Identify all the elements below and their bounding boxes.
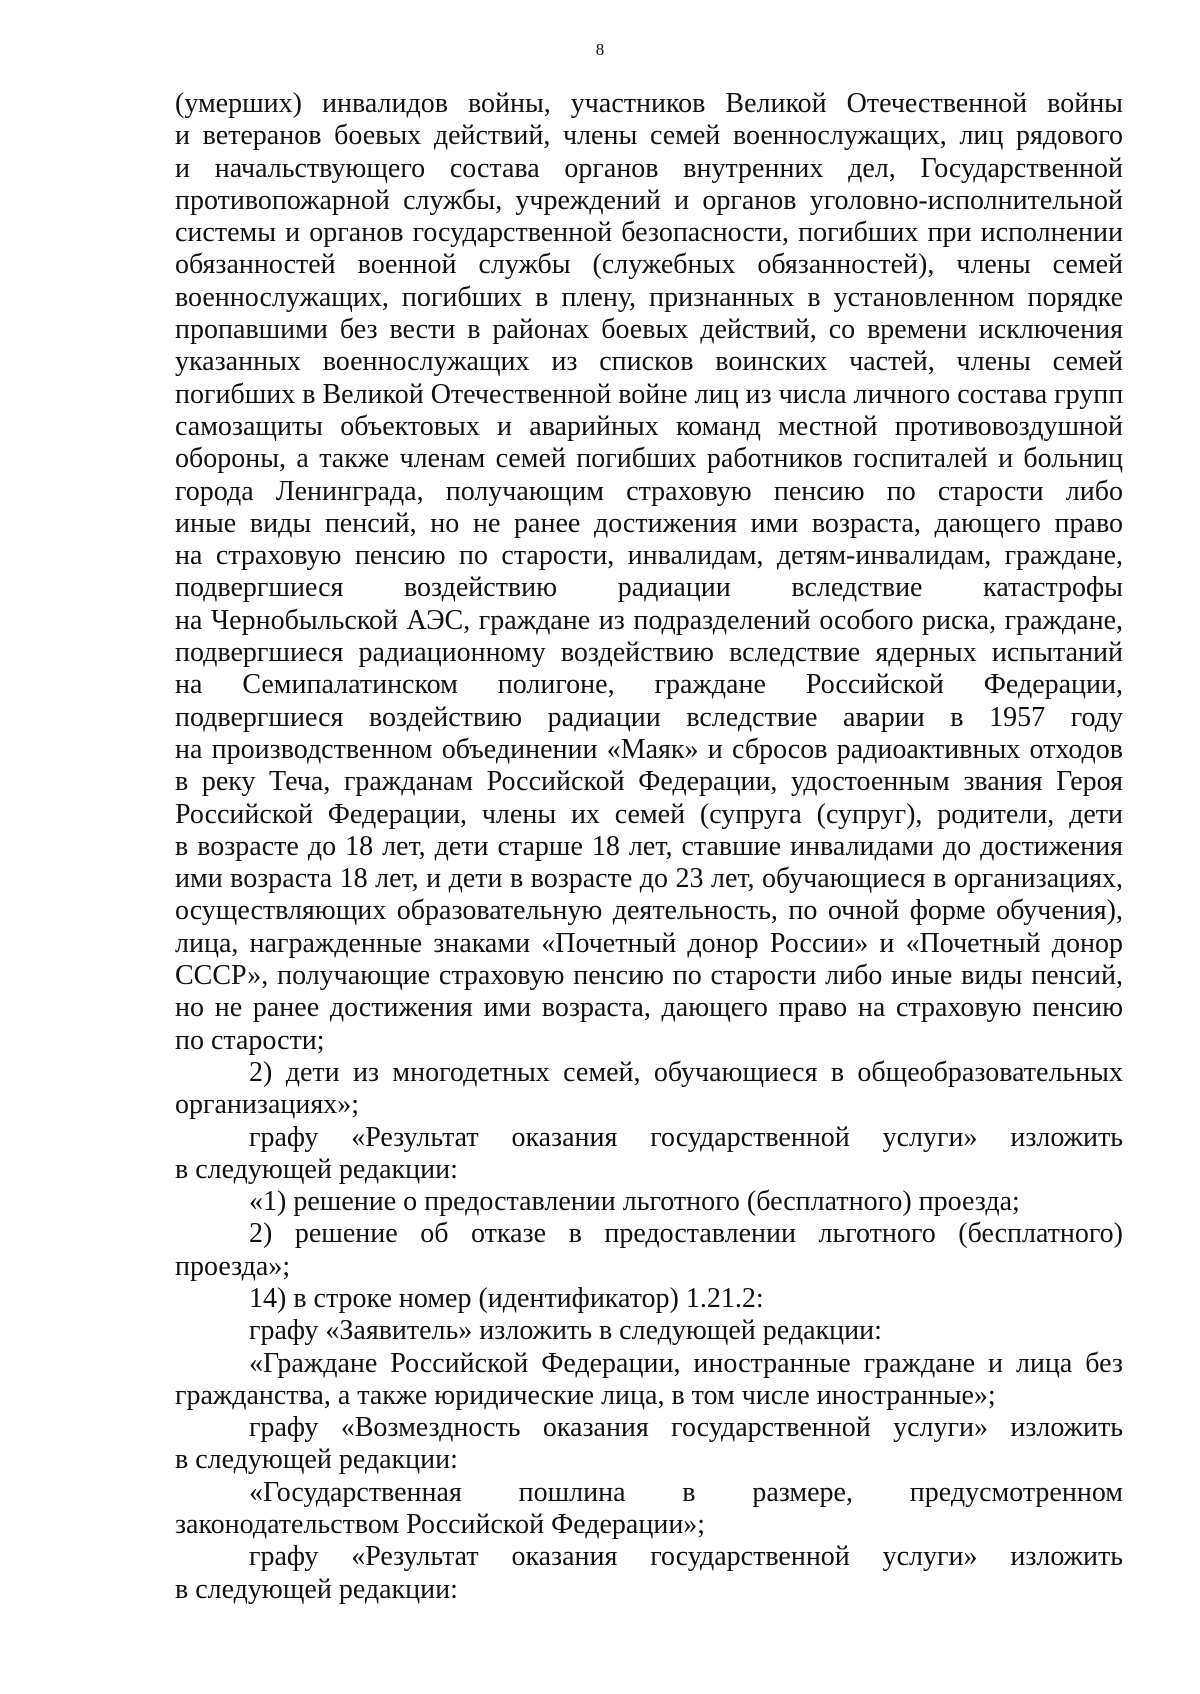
- text-line: подвергшиеся воздействию радиации вследствие аварии в 1957 году: [175, 701, 1123, 733]
- text-line: графу «Заявитель» изложить в следующей редакции:: [249, 1315, 882, 1347]
- text-line: и начальствующего состава органов внутренних дел, Государственной: [175, 152, 1123, 184]
- page-number: 8: [595, 40, 605, 59]
- text-line: самозащиты объектовых и аварийных команд местной противовоздушной: [175, 410, 1123, 442]
- text-line: города Ленинграда, получающим страховую пенсию по старости либо: [175, 475, 1123, 507]
- text-line: указанных военнослужащих из списков воинских частей, члены семей: [175, 346, 1123, 378]
- text-line: СССР», получающие страховую пенсию по старости либо иные виды пенсий,: [175, 960, 1123, 992]
- text-line: гражданства, а также юридические лица, в том числе иностранные»;: [175, 1379, 996, 1411]
- text-line: подвергшиеся воздействию радиации вследствие катастрофы: [175, 572, 1123, 604]
- text-line: «Государственная пошлина в размере, предусмотренном: [249, 1476, 1123, 1508]
- text-line: погибших в Великой Отечественной войне лиц из числа личного состава групп: [175, 378, 1124, 410]
- text-line: обороны, а также членам семей погибших работников госпиталей и больниц: [175, 443, 1123, 475]
- text-line: иные виды пенсий, но не ранее достижения ими возраста, дающего право: [175, 507, 1123, 539]
- text-line: системы и органов государственной безопасности, погибших при исполнении: [175, 217, 1123, 249]
- text-line: противопожарной службы, учреждений и органов уголовно-исполнительной: [175, 184, 1123, 216]
- text-line: 2) дети из многодетных семей, обучающиеся в общеобразовательных: [249, 1056, 1123, 1088]
- text-line: пропавшими без вести в районах боевых действий, со времени исключения: [175, 314, 1123, 346]
- text-line: и ветеранов боевых действий, члены семей военнослужащих, лиц рядового: [175, 120, 1123, 152]
- text-line: обязанностей военной службы (служебных обязанностей), члены семей: [175, 249, 1123, 281]
- text-line: в следующей редакции:: [175, 1153, 458, 1185]
- text-line: «1) решение о предоставлении льготного (бесплатного) проезда;: [249, 1186, 1020, 1218]
- text-line: в следующей редакции:: [175, 1573, 458, 1605]
- text-line: графу «Результат оказания государственной услуги» изложить: [249, 1121, 1123, 1153]
- text-line: 2) решение об отказе в предоставлении льготного (бесплатного): [249, 1218, 1123, 1250]
- text-line: Российской Федерации, члены их семей (супруга (супруг), родители, дети: [175, 798, 1123, 830]
- text-line: 14) в строке номер (идентификатор) 1.21.2:: [249, 1282, 764, 1314]
- text-line: лица, награжденные знаками «Почетный донор России» и «Почетный донор: [175, 927, 1123, 959]
- text-line: осуществляющих образовательную деятельность, по очной форме обучения),: [175, 895, 1123, 927]
- text-line: на Чернобыльской АЭС, граждане из подразделений особого риска, граждане,: [175, 604, 1123, 636]
- text-line: в следующей редакции:: [175, 1444, 458, 1476]
- text-line: но не ранее достижения ими возраста, дающего право на страховую пенсию: [175, 992, 1123, 1024]
- text-line: на Семипалатинском полигоне, граждане Российской Федерации,: [175, 669, 1123, 701]
- text-line: законодательством Российской Федерации»;: [175, 1509, 706, 1541]
- text-line: (умерших) инвалидов войны, участников Великой Отечественной войны: [175, 88, 1123, 119]
- text-line: подвергшиеся радиационному воздействию вследствие ядерных испытаний: [175, 637, 1123, 669]
- text-line: на производственном объединении «Маяк» и сбросов радиоактивных отходов: [175, 733, 1123, 765]
- text-line: ими возраста 18 лет, и дети в возрасте до 23 лет, обучающиеся в организациях,: [175, 863, 1123, 895]
- text-line: «Граждане Российской Федерации, иностранные граждане и лица без: [249, 1347, 1123, 1379]
- text-line: графу «Возмездность оказания государственной услуги» изложить: [249, 1412, 1123, 1444]
- text-line: в реку Теча, гражданам Российской Федерации, удостоенным звания Героя: [175, 766, 1123, 798]
- document-body: [175, 88, 1123, 1606]
- text-line: военнослужащих, погибших в плену, признанных в установленном порядке: [175, 281, 1123, 313]
- text-line: организациях»;: [175, 1089, 359, 1121]
- text-line: проезда»;: [175, 1250, 291, 1282]
- text-line: в возрасте до 18 лет, дети старше 18 лет, ставшие инвалидами до достижения: [175, 830, 1123, 862]
- text-line: по старости;: [175, 1024, 325, 1056]
- text-line: графу «Результат оказания государственной услуги» изложить: [249, 1541, 1123, 1573]
- text-line: на страховую пенсию по старости, инвалидам, детям-инвалидам, граждане,: [175, 540, 1123, 572]
